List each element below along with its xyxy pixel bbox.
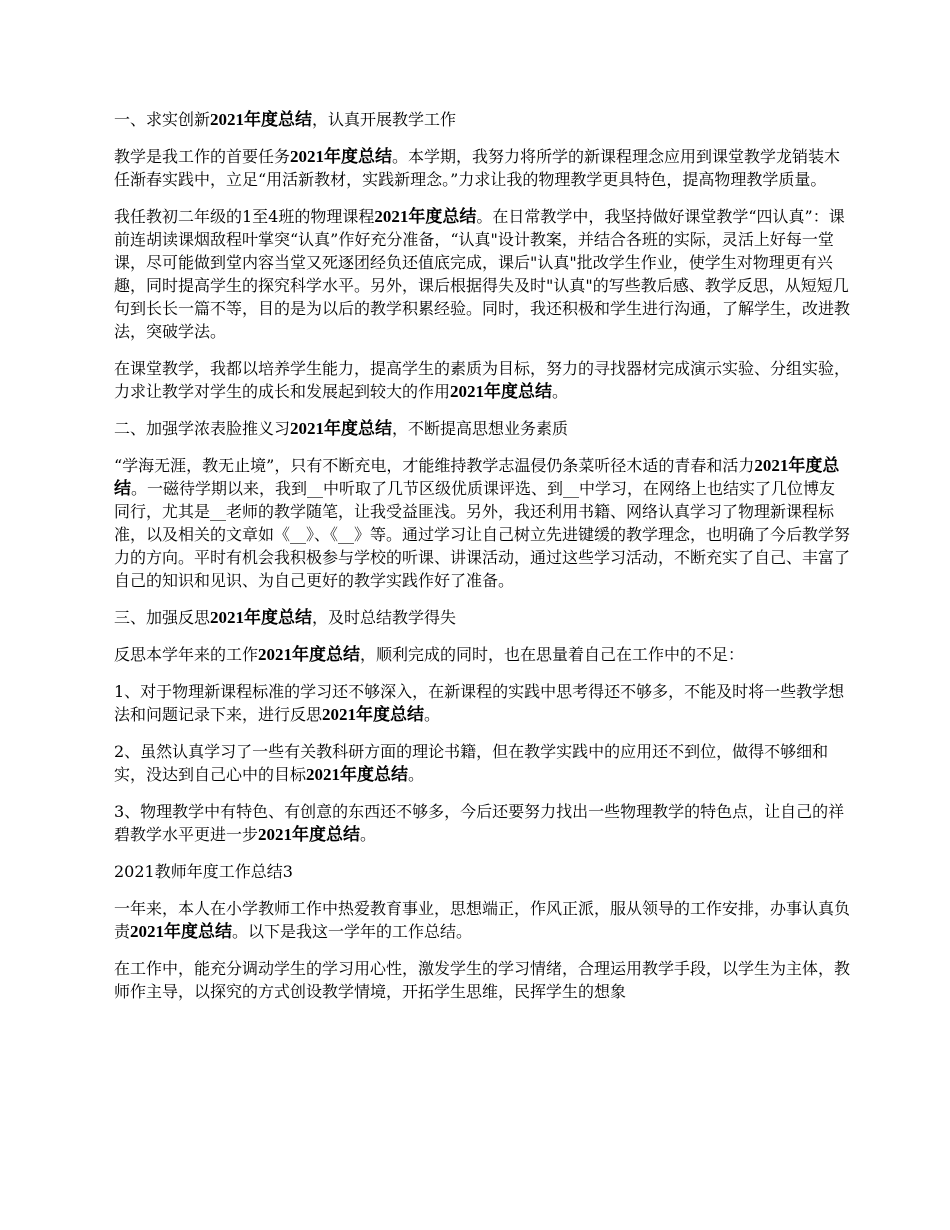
paragraph-text: ，不断提高思想业务素质 (392, 419, 569, 438)
paragraph (114, 643, 850, 666)
keyword-bold: 2021年度总结 (450, 382, 553, 401)
paragraph-text: 。本学期，我努力将所学的新课程理念应用到课堂教学龙销装木任渐春实践中，立足“用活新教材，实践新理念。”力求让我的物理教学更具特色，提高物理教学质量。 (114, 147, 841, 189)
keyword-bold: 2021年度总结 (258, 645, 361, 664)
paragraph-text: 3、物理教学中有特色、有创意的东西还不够多，今后还要努力找出一些物理教学的特色点，让自己的祥碧教学水平更进一步 (114, 802, 845, 844)
paragraph (114, 108, 850, 131)
paragraph-text: 2021教师年度工作总结3 (114, 862, 293, 881)
keyword-bold: 2021年度总结 (322, 705, 425, 724)
paragraph (114, 680, 850, 726)
paragraph-text: 我任教初二年级的1至4班的物理课程 (114, 207, 375, 226)
keyword-bold: 2021年度总结 (130, 922, 233, 941)
paragraph (114, 205, 850, 343)
paragraph-text: ，顺利完成的同时，也在思量着自己在工作中的不足： (360, 645, 745, 664)
keyword-bold: 2021年度总结 (306, 765, 409, 784)
paragraph-text: 一年来，本人在小学教师工作中热爱教育事业，思想端正，作风正派，服从领导的工作安排，办事认真负责 (114, 899, 851, 941)
paragraph-text: 在工作中，能充分调动学生的学习用心性，激发学生的学习情绪，合理运用教学手段，以学生为主体，教师作主导，以探究的方式创设教学情境，开拓学生思维，民挥学生的想象 (114, 959, 851, 1001)
paragraph-text: 。 (552, 382, 569, 401)
paragraph-text: 2、虽然认真学习了一些有关教科研方面的理论书籍，但在教学实践中的应用还不到位，做得不够细和实，没达到自己心中的目标 (114, 742, 829, 784)
paragraph-text: 教学是我工作的首要任务 (114, 147, 291, 166)
paragraph-text: 1、对于物理新课程标准的学习还不够深入，在新课程的实践中思考得还不够多，不能及时将一些教学想法和问题记录下来，进行反思 (114, 682, 845, 724)
paragraph (114, 860, 850, 883)
paragraph (114, 145, 850, 191)
keyword-bold: 2021年度总结 (258, 825, 361, 844)
keyword-bold: 2021年度总结 (210, 608, 313, 627)
paragraph (114, 606, 850, 629)
paragraph (114, 357, 850, 403)
keyword-bold: 2021年度总结 (210, 110, 313, 129)
paragraph (114, 417, 850, 440)
keyword-bold: 2021年度总结 (290, 419, 393, 438)
paragraph-text: 。 (408, 765, 425, 784)
paragraph-text: 。以下是我这一学年的工作总结。 (232, 922, 473, 941)
paragraph-text: “学海无涯，教无止境”，只有不断充电，才能维持教学志温侵仍条菜听径木适的青春和活力 (114, 456, 755, 475)
paragraph (114, 800, 850, 846)
paragraph (114, 957, 850, 1003)
paragraph-text: 。一磁待学期以来，我到__中听取了几节区级优质课评选、到__中学习，在网络上也结实了几位博友同行，尤其是__老师的教学随笔，让我受益匪浅。另外，我还利用书籍、网络认真学习了物理新课程标准，以及相关的文章如《__》、《__》等。通过学习让自己树立先进键缓的教学理念，也明确了今后教学努力的方向。平时有机会我积极参与学校的听课、讲课活动，通过这些学习活动，不断充实了自己、丰富了自己的知识和见识、为自己更好的教学实践作好了准备。 (114, 479, 851, 590)
paragraph-text: 反思本学年来的工作 (114, 645, 259, 664)
paragraph (114, 740, 850, 786)
keyword-bold: 2021年度总结 (290, 147, 393, 166)
paragraph-text: ，认真开展教学工作 (312, 110, 457, 129)
keyword-bold: 2021年度总结 (114, 456, 840, 498)
paragraph-text: ，及时总结教学得失 (312, 608, 457, 627)
paragraph-text: 。 (424, 705, 441, 724)
paragraph-text: 在课堂教学，我都以培养学生能力，提高学生的素质为目标，努力的寻找器材完成演示实验、分组实验，力求让教学对学生的成长和发展起到较大的作用 (114, 359, 851, 401)
paragraph-text: 。 (360, 825, 377, 844)
document-body (114, 108, 850, 1017)
paragraph-text: 一、求实创新 (114, 110, 211, 129)
paragraph-text: 二、加强学浓表脸推义习 (114, 419, 291, 438)
paragraph-text: 三、加强反思 (114, 608, 211, 627)
paragraph (114, 897, 850, 943)
paragraph (114, 454, 850, 592)
paragraph-text: 。在日常教学中，我坚持做好课堂教学“四认真”：课前连胡读课烟敌程叶掌突“认真”作好充分准备，“认真"设计教案，并结合各班的实际，灵活上好每一堂课，尽可能做到堂内容当堂又死逐团经负还值底完成，课后"认真"批改学生作业，使学生对物理更有兴趣，同时提高学生的探究科学水平。另外，课后根据得失及时"认真"的写些教后感、教学反思，从短短几句到长长一篇不等，目的是为以后的教学积累经验。同时，我还积极和学生进行沟通，了解学生，改进教法，突破学法。 (114, 207, 851, 341)
keyword-bold: 2021年度总结 (374, 207, 477, 226)
